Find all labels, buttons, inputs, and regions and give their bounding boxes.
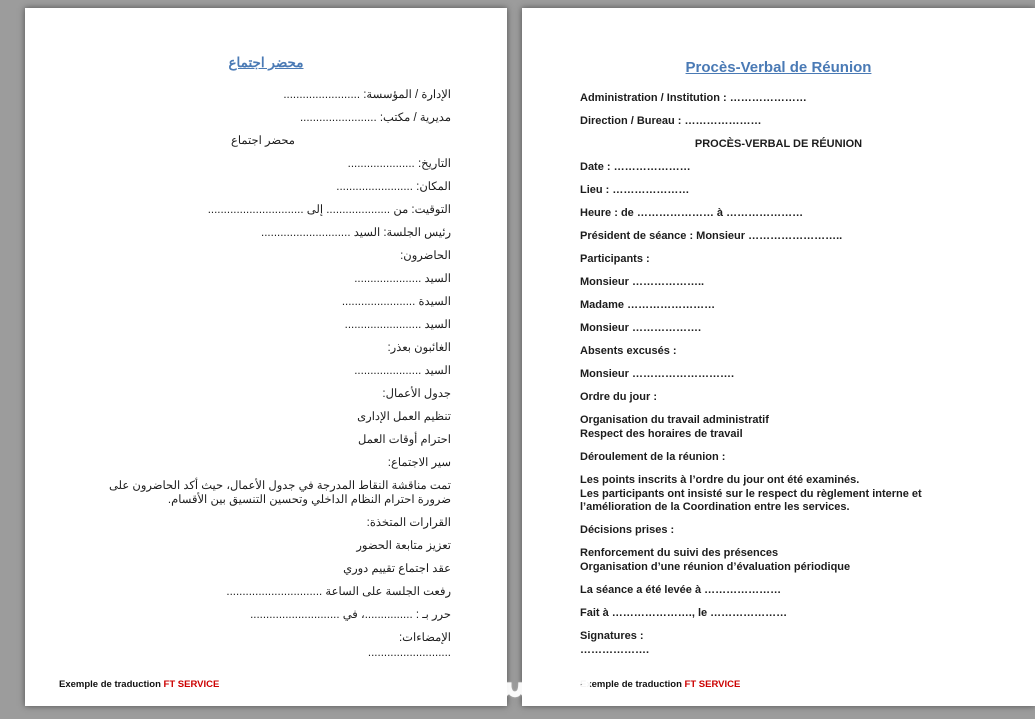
french-content [522, 76, 1035, 657]
text-line: Absents excusés : [580, 345, 677, 357]
text-line: جدول الأعمال: [382, 388, 451, 400]
text-line: سير الاجتماع: [387, 457, 451, 469]
text-line: تنظيم العمل الإدارى [357, 411, 451, 423]
text-line: السيدة ....................... [341, 296, 451, 308]
text-line: Monsieur ………………………. [580, 368, 735, 380]
brand-name: FT SERVICE [684, 679, 741, 690]
text-line: تمت مناقشة النقاط المدرجة في جدول الأعمال، حيث أكد الحاضرون على ضرورة احترام النظام الداخلي وتحسين التنسيق بين الأقسام. [105, 480, 451, 506]
text-line: Décisions prises : [580, 524, 675, 536]
brand-name: FT SERVICE [163, 679, 220, 690]
text-line: رئيس الجلسة: السيد ............................ [261, 227, 451, 239]
khamsat-watermark: خمسات [446, 657, 593, 706]
text-line: Organisation du travail administratif [580, 414, 769, 426]
text-line: Les participants ont insisté sur le respect du règlement interne et l’amélioration de la Coordination entre les services. [580, 488, 925, 513]
text-line: الحاضرون: [400, 250, 451, 262]
text-line: Renforcement du suivi des présences [580, 547, 779, 559]
arabic-content [25, 71, 507, 660]
text-line: Les points inscrits à l’ordre du jour ont été examinés. [580, 474, 860, 486]
text-line: La séance a été levée à ………………… [580, 584, 782, 596]
text-line: Signatures : [580, 630, 644, 642]
text-line: التاريخ: ..................... [347, 158, 451, 170]
arabic-page [25, 8, 507, 706]
arabic-page-title: محضر اجتماع [228, 55, 304, 70]
text-line: Déroulement de la réunion : [580, 451, 726, 463]
text-line: Organisation d’une réunion d’évaluation périodique [580, 561, 851, 573]
text-line: Madame …………………… [580, 299, 716, 311]
text-line: تعزيز متابعة الحضور [356, 540, 451, 552]
text-line: Direction / Bureau : ………………… [580, 115, 762, 127]
french-page-title: Procès-Verbal de Réunion [685, 59, 872, 76]
footer-text: Exemple de traduction [580, 679, 685, 690]
footer-text: Exemple de traduction [59, 679, 164, 690]
text-line: Lieu : ………………… [580, 184, 690, 196]
text-line: Participants : [580, 253, 650, 265]
french-page [522, 8, 1035, 706]
text-line: Heure : de ………………… à ………………… [580, 207, 804, 219]
text-line: السيد ..................... [354, 273, 451, 285]
text-line: المكان: ........................ [336, 181, 451, 193]
text-line: الغائبون بعذر: [387, 342, 451, 354]
text-line: القرارات المتخذة: [366, 517, 451, 529]
text-line: Administration / Institution : ………………… [580, 92, 807, 104]
text-line: ………………. [580, 644, 650, 656]
text-line: احترام أوقات العمل [357, 434, 451, 446]
text-line: عقد اجتماع تقييم دوري [343, 563, 451, 575]
french-footer-note [580, 679, 740, 690]
text-line: السيد ........................ [344, 319, 451, 331]
text-line: Monsieur ………………. [580, 322, 702, 334]
text-line: Respect des horaires de travail [580, 428, 743, 440]
text-line: محضر اجتماع [231, 135, 295, 147]
text-line: Date : ………………… [580, 161, 691, 173]
text-line: الإمضاءات: [398, 632, 451, 644]
text-line: .......................... [367, 647, 451, 659]
text-line: حرر بـ : ...............، في ............................ [250, 609, 451, 621]
arabic-footer-note [59, 679, 219, 690]
text-line: الإدارة / المؤسسة: ........................ [283, 89, 451, 101]
text-line: السيد ..................... [354, 365, 451, 377]
text-line: مديرية / مكتب: ........................ [299, 112, 451, 124]
text-line: Monsieur ……………….. [580, 276, 705, 288]
text-line: Fait à …………………., le ………………… [580, 607, 788, 619]
text-line: التوقيت: من .................... إلى .............................. [207, 204, 451, 216]
text-line: Ordre du jour : [580, 391, 657, 403]
text-line: Président de séance : Monsieur …………………….. [580, 230, 843, 242]
text-line: رفعت الجلسة على الساعة .............................. [226, 586, 451, 598]
text-line: PROCÈS-VERBAL DE RÉUNION [694, 138, 863, 150]
